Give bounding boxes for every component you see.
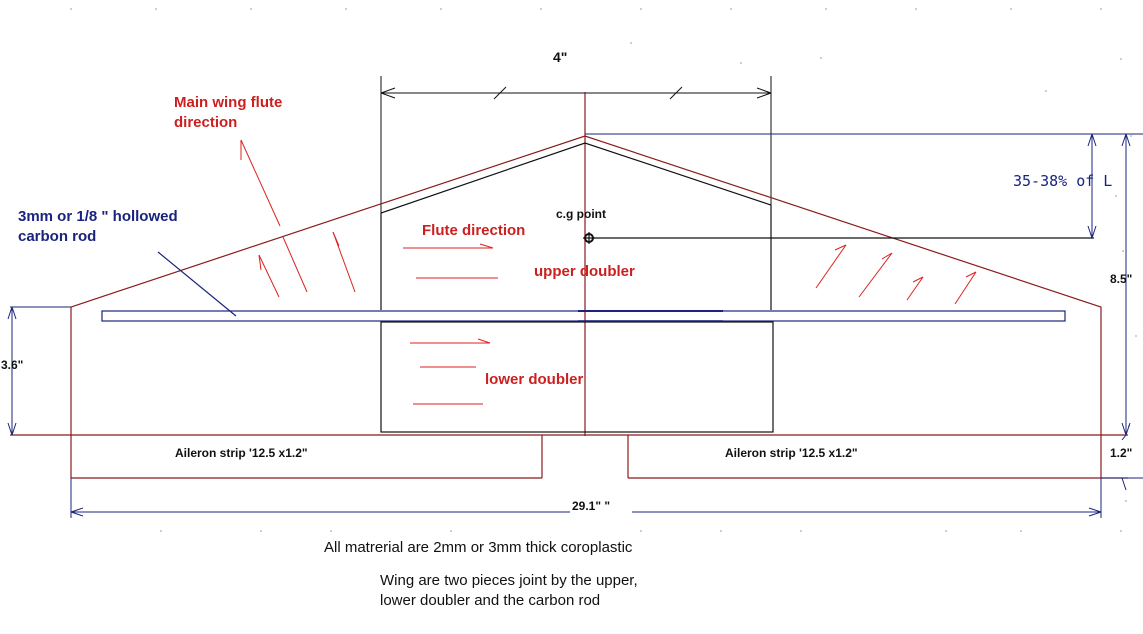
wing-outline xyxy=(10,92,1128,478)
main-wing-flute-label-line2: direction xyxy=(174,114,238,131)
aileron-width-label: 1.2" xyxy=(1110,446,1133,460)
material-note: All matrerial are 2mm or 3mm thick coroplastic xyxy=(324,539,633,556)
aileron-right-label: Aileron strip '12.5 x1.2" xyxy=(725,446,858,460)
center-width-label: 4" xyxy=(553,49,568,65)
lower-doubler-label: lower doubler xyxy=(485,371,584,388)
upper-doubler-label: upper doubler xyxy=(534,263,635,280)
flute-direction-label: Flute direction xyxy=(422,222,526,239)
height-label: 8.5" xyxy=(1110,272,1133,286)
wingspan-label: 29.1" " xyxy=(572,499,611,513)
carbon-rod-label-line1: 3mm or 1/8 " hollowed xyxy=(18,208,178,225)
joint-note-line1: Wing are two pieces joint by the upper, xyxy=(380,572,638,589)
cg-marker xyxy=(583,232,1094,244)
main-wing-flute-label-line1: Main wing flute xyxy=(174,94,283,111)
cg-range-label: 35-38% of L xyxy=(1013,172,1113,190)
joint-note-line2: lower doubler and the carbon rod xyxy=(380,592,601,609)
carbon-rod-label-line2: carbon rod xyxy=(18,228,97,245)
root-side-label: 3.6" xyxy=(1,358,24,372)
cg-point-label: c.g point xyxy=(556,207,606,221)
aileron-left-label: Aileron strip '12.5 x1.2" xyxy=(175,446,308,460)
